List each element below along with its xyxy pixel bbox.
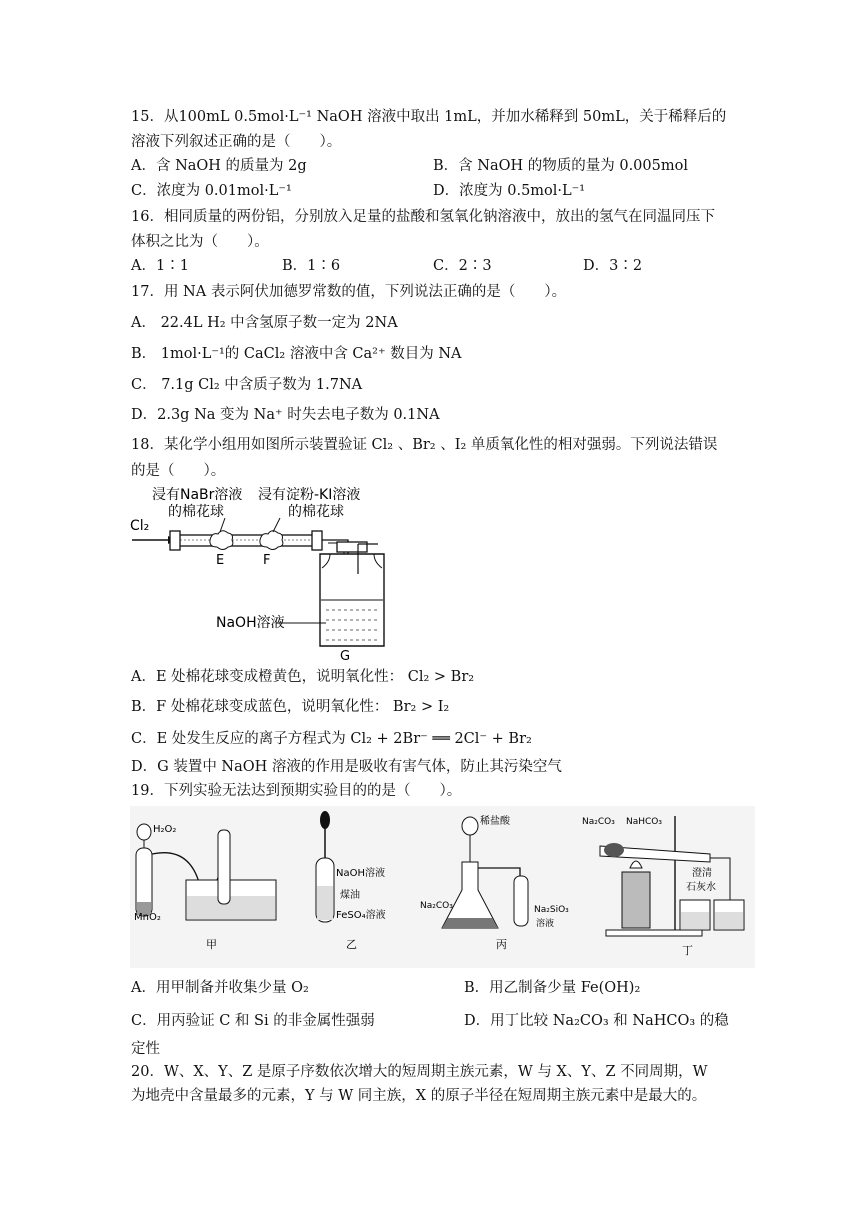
q15-option-d: D．浓度为 0.5mol·L⁻¹	[433, 183, 586, 199]
fig18-label-ki-ball: 的棉花球	[288, 504, 344, 520]
q19-stem: 19．下列实验无法达到预期实验目的的是（ ）。	[131, 783, 462, 799]
svg-text:稀盐酸: 稀盐酸	[480, 816, 510, 827]
q18-stem-line2: 的是（ ）。	[131, 463, 226, 479]
q17-option-a: A． 22.4L H₂ 中含氢原子数一定为 2NA	[131, 315, 398, 331]
q18-stem-line1: 18．某化学小组用如图所示装置验证 Cl₂ 、Br₂ 、I₂ 单质氧化性的相对强弱。下列说法错误	[131, 437, 718, 453]
fig18-f-label: F	[263, 553, 271, 568]
q20-stem-line2: 为地壳中含量最多的元素，Y 与 W 同主族，X 的原子半径在短周期主族元素中是最大的。	[131, 1088, 707, 1104]
svg-text:溶液: 溶液	[536, 919, 555, 929]
q16-stem-line2: 体积之比为（ ）。	[131, 234, 269, 250]
q15-option-a: A．含 NaOH 的质量为 2g	[131, 158, 307, 174]
q19-option-b: B．用乙制备少量 Fe(OH)₂	[464, 980, 641, 996]
q20-stem-line1: 20．W、X、Y、Z 是原子序数依次增大的短周期主族元素，W 与 X、Y、Z 不同周期，W	[131, 1064, 708, 1080]
q18-option-d: D．G 装置中 NaOH 溶液的作用是吸收有害气体，防止其污染空气	[131, 759, 562, 775]
q17-option-b: B． 1mol·L⁻¹的 CaCl₂ 溶液中含 Ca²⁺ 数目为 NA	[131, 346, 462, 362]
q18-option-b: B．F 处棉花球变成蓝色，说明氧化性： Br₂ > I₂	[131, 699, 450, 715]
q17-option-c: C． 7.1g Cl₂ 中含质子数为 1.7NA	[131, 377, 363, 393]
svg-text:煤油: 煤油	[340, 890, 360, 901]
svg-text:NaOH溶液: NaOH溶液	[336, 868, 385, 879]
svg-text:甲: 甲	[206, 938, 217, 951]
svg-text:丙: 丙	[496, 938, 507, 951]
fig18-label-ki: 浸有淀粉-KI溶液	[258, 487, 361, 503]
q16-option-a: A．1∶1	[131, 258, 189, 274]
svg-text:Na₂CO₃: Na₂CO₃	[420, 901, 453, 911]
q17-option-d: D．2.3g Na 变为 Na⁺ 时失去电子数为 0.1NA	[131, 407, 440, 423]
fig18-naoh-label: NaOH溶液	[216, 615, 285, 631]
fig18-e-label: E	[216, 553, 225, 568]
fig18-gas-label: Cl₂	[130, 518, 150, 534]
svg-text:乙: 乙	[346, 938, 357, 951]
fig18-g-label: G	[340, 649, 351, 662]
svg-text:石灰水: 石灰水	[686, 882, 716, 893]
q15-option-b: B．含 NaOH 的物质的量为 0.005mol	[433, 158, 688, 174]
q16-option-d: D．3∶2	[583, 258, 643, 274]
svg-text:Na₂SiO₃: Na₂SiO₃	[534, 905, 569, 915]
fig18-label-nabr: 浸有NaBr溶液	[152, 487, 243, 503]
svg-text:丁: 丁	[682, 944, 693, 957]
q19-apparatus-figure	[130, 806, 755, 968]
q19-option-a: A．用甲制备并收集少量 O₂	[131, 980, 309, 996]
q15-option-c: C．浓度为 0.01mol·L⁻¹	[131, 183, 292, 199]
q16-option-b: B．1∶6	[282, 258, 341, 274]
svg-text:Na₂CO₃: Na₂CO₃	[582, 817, 615, 827]
q18-option-c: C．E 处发生反应的离子方程式为 Cl₂ + 2Br⁻ ══ 2Cl⁻ + Br₂	[131, 731, 532, 747]
q15-stem-line2: 溶液下列叙述正确的是（ ）。	[131, 134, 342, 150]
svg-text:FeSO₄溶液: FeSO₄溶液	[336, 910, 386, 921]
q15-stem-line1: 15．从100mL 0.5mol·L⁻¹ NaOH 溶液中取出 1mL，并加水稀释到 50mL，关于稀释后的	[131, 109, 727, 125]
q16-option-c: C．2∶3	[433, 258, 492, 274]
svg-text:H₂O₂: H₂O₂	[153, 824, 177, 835]
svg-text:MnO₂: MnO₂	[134, 912, 161, 923]
svg-text:NaHCO₃: NaHCO₃	[626, 817, 662, 827]
q19-option-c: C．用丙验证 C 和 Si 的非金属性强弱	[131, 1013, 375, 1029]
q17-stem: 17．用 NA 表示阿伏加德罗常数的值，下列说法正确的是（ ）。	[131, 284, 567, 300]
q18-apparatus-figure	[130, 482, 390, 662]
q18-option-a: A．E 处棉花球变成橙黄色，说明氧化性： Cl₂ > Br₂	[131, 669, 475, 685]
q19-option-d-line2: 定性	[131, 1041, 160, 1057]
q19-option-d-line1: D．用丁比较 Na₂CO₃ 和 NaHCO₃ 的稳	[464, 1013, 729, 1029]
q16-stem-line1: 16．相同质量的两份铝，分别放入足量的盐酸和氢氧化钠溶液中，放出的氢气在同温同压下	[131, 209, 715, 225]
svg-text:澄清: 澄清	[692, 868, 712, 879]
fig18-label-nabr-ball: 的棉花球	[168, 504, 224, 520]
